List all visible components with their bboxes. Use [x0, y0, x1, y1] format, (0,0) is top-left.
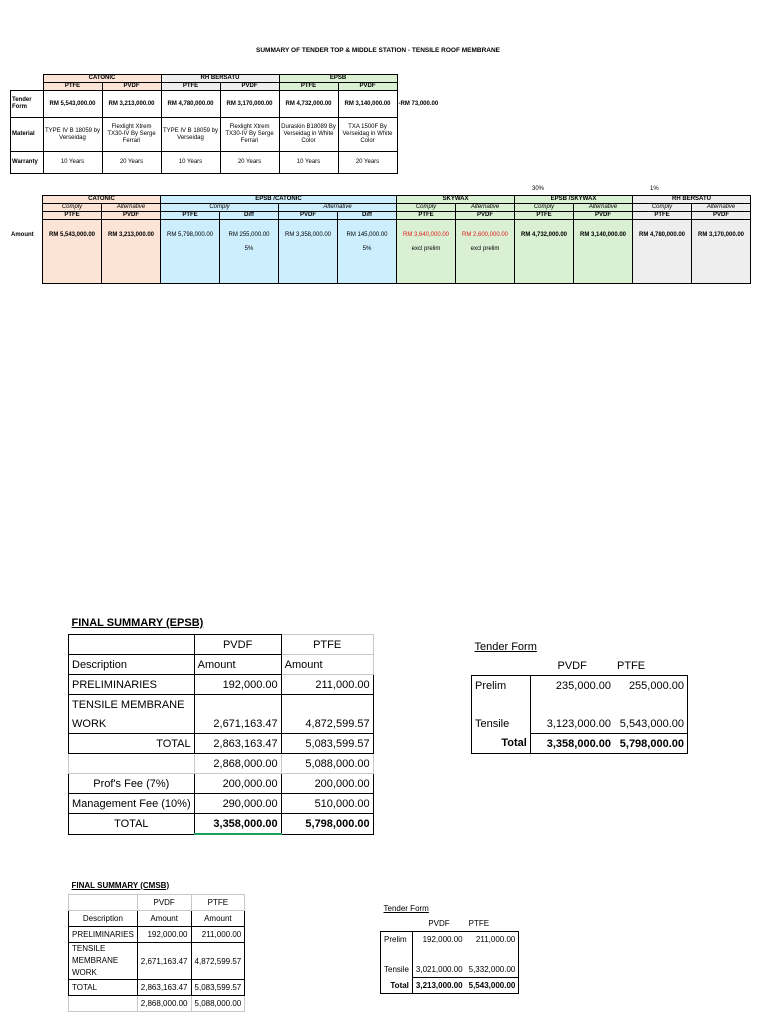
amount-value: RM 3,213,000.00 — [107, 232, 155, 238]
comply-label: Comply — [397, 204, 456, 212]
cell: 192,000.00 — [412, 932, 465, 948]
cell: 10 Years — [43, 152, 102, 174]
row-desc: Description — [69, 655, 195, 675]
cell: 10 Years — [161, 152, 220, 174]
cell: 3,358,000.00 — [194, 814, 281, 835]
cell: 510,000.00 — [281, 794, 373, 814]
epsb-tender-form-table — [471, 637, 688, 754]
comply-label: Comply — [515, 204, 574, 212]
cell: 5,088,000.00 — [281, 754, 373, 774]
cell: 235,000.00 — [530, 676, 614, 696]
row-label: Total — [472, 734, 531, 754]
comply-label: Comply — [43, 204, 102, 212]
col-header: PVDF — [574, 212, 633, 220]
group-header: CATONIC — [43, 75, 161, 83]
cell: 5,798,000.00 — [281, 814, 373, 835]
cell: RM 3,170,000.00 — [220, 91, 279, 118]
note-text: excl prelim — [470, 246, 500, 252]
comparison-table — [10, 195, 751, 284]
sheet-title: FINAL SUMMARY (EPSB) — [71, 617, 204, 629]
note-text: 5% — [362, 246, 372, 252]
group-header: RH BERSATU — [161, 75, 279, 83]
row-desc: TENSILE MEMBRANE WORK — [69, 943, 138, 980]
cell: 20 Years — [102, 152, 161, 174]
cell: 5,088,000.00 — [191, 996, 245, 1012]
row-label: Material — [11, 118, 44, 152]
group-header: EPSB /SKYWAX — [515, 196, 633, 204]
epsb-summary-table — [68, 612, 374, 835]
cell: 211,000.00 — [191, 927, 245, 943]
row-desc: TOTAL — [69, 980, 138, 996]
cell: 200,000.00 — [281, 774, 373, 794]
cell: 5,083,599.57 — [191, 980, 245, 996]
col-header: PTFE — [43, 83, 102, 91]
cell: 20 Years — [220, 152, 279, 174]
cell: 3,358,000.00 — [530, 734, 614, 754]
col-header: PVDF — [102, 212, 161, 220]
tender-form-title: Tender Form — [383, 904, 429, 913]
cmsb-summary-table — [68, 876, 245, 1012]
comply-label: Comply — [633, 204, 692, 212]
cell: Amount — [137, 911, 191, 927]
row-label: Total — [381, 978, 413, 994]
cell: 2,671,163.47 — [194, 714, 281, 734]
col-header: PTFE — [161, 83, 220, 91]
row-label: Tensile — [381, 962, 413, 978]
col-header: PTFE — [515, 212, 574, 220]
difference-value: -RM 73,000.00 — [398, 100, 439, 107]
cell: 20 Years — [338, 152, 397, 174]
amount-value: RM 3,640,000.00 — [402, 232, 450, 238]
cell: TYPE IV B 18059 by Verseidag — [161, 118, 220, 152]
cell: 2,671,163.47 — [137, 943, 191, 980]
amount-value: RM 4,732,000.00 — [520, 232, 568, 238]
note-text: 5% — [244, 246, 254, 252]
amount-value: RM 145,000.00 — [346, 232, 388, 238]
col-header: Diff — [220, 212, 279, 220]
row-label: Amount — [11, 231, 34, 238]
row-desc: PRELIMINARIES — [69, 675, 195, 695]
col-header: PTFE — [43, 212, 102, 220]
col-header: PVDF — [456, 212, 515, 220]
cell: 3,213,000.00 — [412, 978, 465, 994]
cell: 200,000.00 — [194, 774, 281, 794]
cell: RM 3,213,000.00 — [102, 91, 161, 118]
amount-value: RM 2,600,000.00 — [461, 232, 509, 238]
row-label: Prelim — [472, 676, 531, 696]
group-header: RH BERSATU — [633, 196, 751, 204]
cell: 211,000.00 — [466, 932, 519, 948]
amount-value: RM 255,000.00 — [228, 232, 270, 238]
amount-value: RM 3,140,000.00 — [579, 232, 627, 238]
tender-form-title: Tender Form — [474, 640, 537, 653]
group-header: EPSB — [279, 75, 397, 83]
comply-label: Alternative — [692, 204, 751, 212]
row-label: Tensile — [472, 714, 531, 734]
col-header: PTFE — [281, 635, 373, 655]
cell: 255,000.00 — [614, 676, 688, 696]
cell: RM 3,140,000.00 — [338, 91, 397, 118]
cmsb-tender-form-table — [380, 901, 519, 994]
cell: 2,863,163.47 — [137, 980, 191, 996]
col-header: PTFE — [633, 212, 692, 220]
col-header: PVDF — [194, 635, 281, 655]
cell: 10 Years — [279, 152, 338, 174]
cell: TYPE IV B 18059 by Verseidag — [43, 118, 102, 152]
col-header: PTFE — [616, 659, 646, 672]
cell: 2,863,163.47 — [194, 734, 281, 754]
cell: 4,872,599.57 — [191, 943, 245, 980]
cell: 192,000.00 — [137, 927, 191, 943]
group-header: CATONIC — [43, 196, 161, 204]
row-desc: WORK — [69, 714, 195, 734]
cell: 192,000.00 — [194, 675, 281, 695]
col-header: PVDF — [338, 83, 397, 91]
row-desc: Prof's Fee (7%) — [69, 774, 195, 794]
col-header: PVDF — [279, 212, 338, 220]
cell: Amount — [191, 911, 245, 927]
cell: 5,543,000.00 — [466, 978, 519, 994]
cell: 2,868,000.00 — [137, 996, 191, 1012]
row-desc: TOTAL — [69, 734, 195, 754]
cell: 5,543,000.00 — [614, 714, 688, 734]
tender-comparison-table — [10, 74, 481, 174]
row-desc: Management Fee (10%) — [69, 794, 195, 814]
cell: RM 4,732,000.00 — [279, 91, 338, 118]
cell: 2,868,000.00 — [194, 754, 281, 774]
comply-label: Alternative — [456, 204, 515, 212]
group-header: EPSB /CATONIC — [161, 196, 397, 204]
row-label: Warranty — [11, 152, 44, 174]
percent-label: 1% — [650, 186, 659, 192]
amount-value: RM 5,798,000.00 — [166, 232, 214, 238]
col-header: PTFE — [161, 212, 220, 220]
cell: Amount — [281, 655, 373, 675]
comply-label: Alternative — [279, 204, 397, 212]
col-header: PTFE — [279, 83, 338, 91]
cell: 3,021,000.00 — [415, 965, 463, 974]
cell: RM 5,543,000.00 — [43, 91, 102, 118]
col-header: PVDF — [137, 895, 191, 911]
col-header: Diff — [338, 212, 397, 220]
percent-label: 30% — [532, 186, 545, 192]
cell: Flexlight Xtrem TX30-IV By Serge Ferrari — [220, 118, 279, 152]
col-header: PVDF — [557, 659, 587, 672]
col-header: PTFE — [397, 212, 456, 220]
cell: Flexlight Xtrem TX30-IV By Serge Ferrari — [102, 118, 161, 152]
cell: 5,332,000.00 — [466, 962, 519, 978]
row-label: Tender Form — [11, 91, 44, 118]
cell: TXA 1500F By Verseidag in White Color — [338, 118, 397, 152]
col-header: PTFE — [191, 895, 245, 911]
comply-label: Alternative — [102, 204, 161, 212]
row-label: Prelim — [381, 932, 413, 948]
cell: Duraskin B18089 By Verseidag in White Color — [279, 118, 338, 152]
col-header: PVDF — [102, 83, 161, 91]
row-desc: TENSILE MEMBRANE — [69, 695, 195, 715]
cell: 5,083,599.57 — [281, 734, 373, 754]
col-header: PVDF — [428, 919, 450, 928]
amount-value: RM 4,780,000.00 — [638, 232, 686, 238]
comply-label: Alternative — [574, 204, 633, 212]
cell: Amount — [194, 655, 281, 675]
final-summary-epsb — [68, 612, 688, 840]
comply-label: Comply — [161, 204, 279, 212]
amount-value: RM 3,170,000.00 — [697, 232, 745, 238]
cell: 5,798,000.00 — [614, 734, 688, 754]
cell: RM 4,780,000.00 — [161, 91, 220, 118]
cell: 290,000.00 — [194, 794, 281, 814]
col-header: PTFE — [468, 919, 490, 928]
row-desc: TOTAL — [69, 814, 195, 835]
cell: 211,000.00 — [281, 675, 373, 695]
row-desc: PRELIMINARIES — [69, 927, 138, 943]
col-header: PVDF — [220, 83, 279, 91]
cell: 4,872,599.57 — [281, 714, 373, 734]
note-text: excl prelim — [411, 246, 441, 252]
page-title: SUMMARY OF TENDER TOP & MIDDLE STATION - TENSILE ROOF MEMBRANE — [256, 47, 500, 54]
cell: 3,123,000.00 — [546, 717, 611, 730]
row-desc: Description — [69, 911, 138, 927]
amount-value: RM 5,543,000.00 — [48, 232, 96, 238]
group-header: SKYWAX — [397, 196, 515, 204]
amount-value: RM 3,358,000.00 — [284, 232, 332, 238]
col-header: PVDF — [692, 212, 751, 220]
sheet-title: FINAL SUMMARY (CMSB) — [71, 880, 170, 890]
